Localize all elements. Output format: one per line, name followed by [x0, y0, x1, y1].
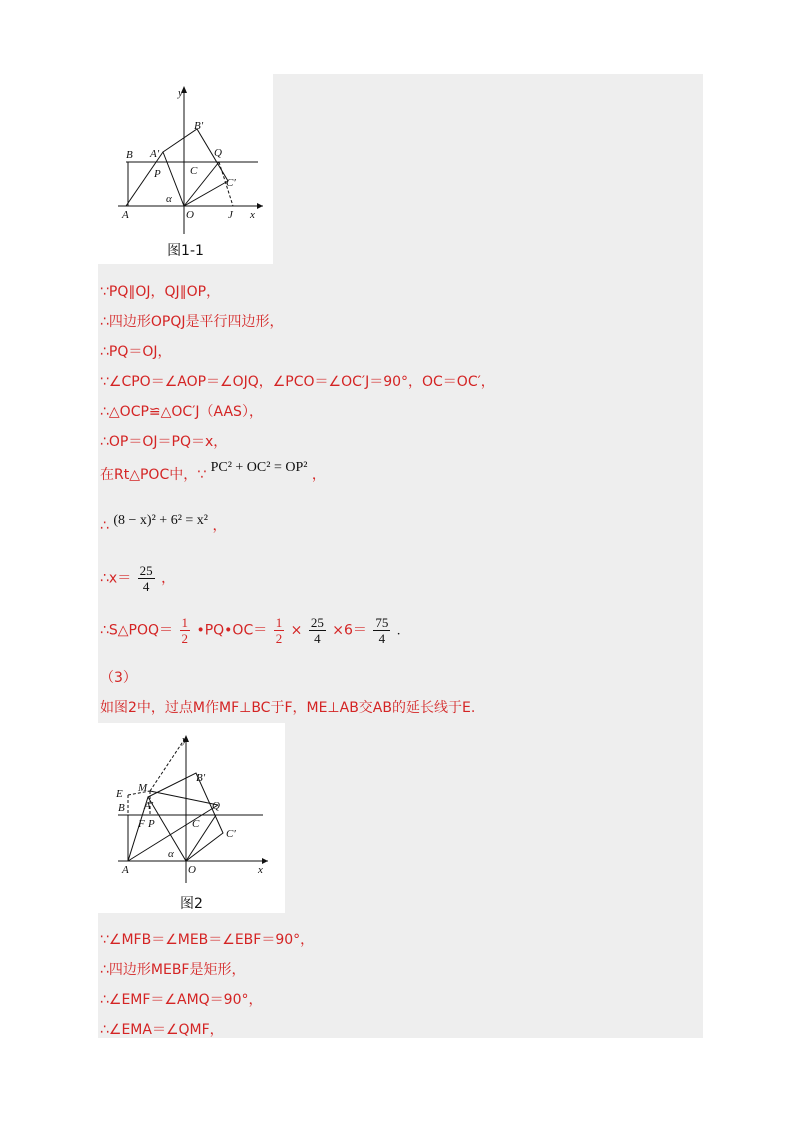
times-6: ×6＝	[332, 622, 367, 639]
line-10-end: .	[396, 623, 401, 639]
fraction-1-2-a	[180, 615, 191, 646]
label-O: O	[186, 209, 194, 221]
times-1: ×	[290, 622, 303, 639]
line-10-text: ∴S△POQ＝	[100, 622, 174, 639]
numerator: 75	[375, 615, 389, 630]
figure-1-1-caption: 图1-1	[167, 243, 204, 259]
line-8-text: ∴	[100, 518, 109, 534]
solution-line-2: ∴四边形OPQJ是平行四边形，	[100, 314, 284, 330]
solution-line-4: ∵∠CPO＝∠AOP＝∠OJQ，∠PCO＝∠OC′J＝90°，OC＝OC′，	[100, 374, 495, 390]
label-C: C	[192, 818, 200, 830]
fraction-25-4-b	[309, 615, 326, 646]
label-P: P	[148, 818, 155, 830]
solution-line-10	[100, 615, 400, 646]
figure-1-1	[98, 74, 273, 264]
label-B-prime: B′	[194, 120, 204, 132]
fraction-75-4	[373, 615, 390, 646]
denominator: 4	[314, 631, 321, 646]
numerator: 1	[181, 615, 188, 630]
label-C: C	[190, 165, 198, 177]
denominator: 4	[142, 579, 150, 594]
equation-pythagoras: PC² + OC² = OP²	[210, 460, 308, 475]
line-9-text: ∴x＝	[100, 570, 132, 587]
label-x: x	[250, 209, 255, 221]
line-7-text: 在Rt△POC中，∵	[100, 467, 207, 483]
label-E: E	[116, 788, 123, 800]
solution-line-9	[100, 563, 175, 594]
figure-2-caption: 图2	[180, 896, 203, 912]
label-A-prime: A′	[150, 148, 160, 160]
solution-line-7	[100, 460, 326, 484]
label-x: x	[258, 864, 263, 876]
label-y: y	[178, 87, 183, 99]
label-J: J	[228, 209, 233, 221]
label-C-prime: C′	[226, 177, 236, 189]
solution-line-1: ∵PQ∥OJ，QJ∥OP，	[100, 284, 221, 300]
solution-line-6: ∴OP＝OJ＝PQ＝x，	[100, 434, 228, 450]
denominator: 2	[275, 631, 283, 646]
label-alpha: α	[168, 848, 174, 860]
label-O: O	[188, 864, 196, 876]
label-Q: Q	[212, 800, 220, 812]
label-F: F	[138, 818, 145, 830]
numerator: 25	[310, 615, 324, 630]
solution-line-14: ∴∠EMF＝∠AMQ＝90°，	[100, 992, 263, 1008]
line-10-mid: •PQ•OC＝	[196, 622, 268, 639]
label-C-prime: C′	[226, 828, 236, 840]
part-3-label: （3）	[100, 670, 137, 686]
solution-line-8	[100, 515, 226, 535]
solution-line-13: ∴四边形MEBF是矩形，	[100, 962, 246, 978]
label-B: B	[126, 149, 133, 161]
line-7-end: ，	[311, 467, 326, 483]
numerator: 1	[275, 615, 283, 630]
label-B: B	[118, 802, 125, 814]
label-y: y	[182, 734, 187, 746]
numerator: 25	[139, 563, 153, 578]
denominator: 4	[378, 631, 386, 646]
label-P: P	[154, 168, 161, 180]
fraction-25-4	[138, 563, 155, 594]
line-8-end: ，	[212, 518, 227, 534]
line-9-end: ，	[161, 570, 176, 587]
label-B-prime: B′	[196, 772, 206, 784]
denominator: 2	[181, 631, 188, 646]
figure-2-diagram	[98, 723, 285, 883]
label-A: A	[122, 209, 129, 221]
solution-line-12: ∵∠MFB＝∠MEB＝∠EBF＝90°，	[100, 932, 315, 948]
label-alpha: α	[166, 193, 172, 205]
label-A-prime: A′	[144, 800, 154, 812]
label-M: M	[138, 782, 148, 794]
fraction-1-2-b	[274, 615, 285, 646]
label-Q: Q	[214, 147, 222, 159]
solution-line-3: ∴PQ＝OJ，	[100, 344, 172, 360]
solution-line-11: 如图2中，过点M作MF⊥BC于F，ME⊥AB交AB的延长线于E.	[100, 700, 476, 716]
label-A: A	[122, 864, 129, 876]
figure-1-1-diagram	[98, 74, 273, 234]
figure-2	[98, 723, 285, 913]
solution-line-5: ∴△OCP≌△OC′J（AAS），	[100, 404, 263, 420]
solution-line-15: ∴∠EMA＝∠QMF，	[100, 1022, 224, 1038]
equation-quadratic: (8 − x)² + 6² = x²	[113, 513, 208, 528]
